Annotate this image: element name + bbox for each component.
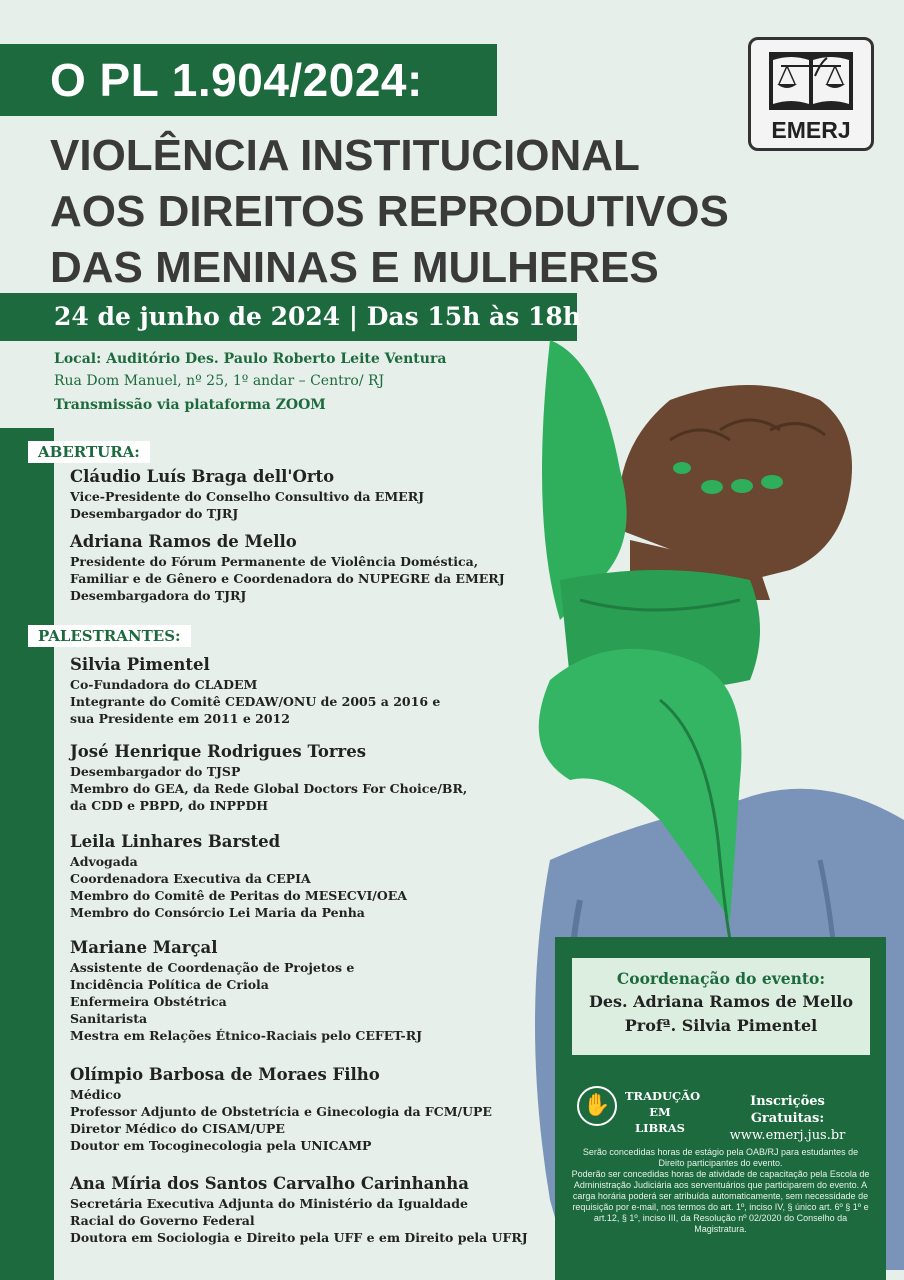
event-title: O PL 1.904/2024:: [0, 44, 497, 116]
speaker-role: Familiar e de Gênero e Coordenadora do NUPEGRE da EMERJ: [70, 571, 505, 586]
speaker-role: Integrante do Comitê CEDAW/ONU de 2005 a 2016 e: [70, 694, 441, 709]
speaker-role: Secretária Executiva Adjunta do Ministério da Igualdade: [70, 1196, 468, 1211]
speaker-abertura-1: [70, 466, 540, 522]
speaker-role: Médico: [70, 1087, 122, 1102]
logo-text: EMERJ: [771, 117, 851, 143]
section-abertura: ABERTURA:: [28, 441, 150, 463]
speaker-palestrante-1: [70, 654, 540, 727]
speaker-role: Mestra em Relações Étnico-Raciais pelo CEFET-RJ: [70, 1028, 423, 1043]
coordinator-name: Profª. Silvia Pimentel: [624, 1016, 818, 1035]
section-palestrantes: PALESTRANTES:: [28, 625, 191, 647]
libras-line: TRADUÇÃO: [625, 1089, 701, 1103]
speaker-abertura-2: [70, 531, 540, 604]
fine-print: [569, 1147, 872, 1235]
speaker-role: Sanitarista: [70, 1011, 148, 1026]
speaker-name: Silvia Pimentel: [70, 655, 210, 674]
speaker-name: Cláudio Luís Braga dell'Orto: [70, 467, 335, 486]
speaker-role: Co-Fundadora do CLADEM: [70, 677, 258, 692]
left-accent-bar: [0, 428, 54, 1280]
speaker-role: Desembargadora do TJRJ: [70, 588, 247, 603]
speaker-role: Enfermeira Obstétrica: [70, 994, 227, 1009]
speaker-name: Olímpio Barbosa de Moraes Filho: [70, 1065, 380, 1084]
speaker-role: Desembargador do TJRJ: [70, 506, 239, 521]
fine-print-paragraph: Serão concedidas horas de estágio pela OAB/RJ para estudantes de Direito participantes do evento.: [582, 1147, 859, 1168]
speaker-palestrante-3: [70, 831, 540, 921]
venue-info: [54, 348, 446, 416]
libras-label: [625, 1088, 701, 1136]
speaker-role: Advogada: [70, 854, 138, 869]
speaker-name: Adriana Ramos de Mello: [70, 532, 297, 551]
event-date: 24 de junho de 2024 | Das 15h às 18h: [0, 293, 577, 341]
speaker-role: Incidência Política de Criola: [70, 977, 269, 992]
speaker-palestrante-5: [70, 1064, 540, 1154]
speaker-palestrante-6: [70, 1173, 540, 1246]
speaker-name: Leila Linhares Barsted: [70, 832, 281, 851]
coordination-card: [572, 958, 870, 1055]
emerj-logo: [748, 37, 874, 151]
speaker-name: José Henrique Rodrigues Torres: [70, 742, 367, 761]
subtitle-line: VIOLÊNCIA INSTITUCIONAL: [50, 131, 640, 180]
venue-stream: Transmissão via plataforma ZOOM: [54, 397, 326, 413]
fine-print-paragraph: Poderão ser concedidas horas de atividade de capacitação pela Escola de Administração Judiciária aos serventuários que participarem do evento. A carga horária poderá ser atribuída automaticamente, sem necessidade de requisição por e-mail, nos termos do art. 1º, inciso IV, § único art. 6º § 1º e art.12, § 1º, inciso III, da Resolução nº 02/2020 do Conselho da Magistratura.: [571, 1169, 870, 1234]
speaker-role: Professor Adjunto de Obstetrícia e Ginecologia da FCM/UPE: [70, 1104, 492, 1119]
registration-title: Inscrições Gratuitas:: [750, 1094, 825, 1126]
speaker-role: Coordenadora Executiva da CEPIA: [70, 871, 311, 886]
subtitle-line: DAS MENINAS E MULHERES: [50, 243, 659, 292]
scales-book-icon: [765, 46, 857, 116]
speaker-role: Doutor em Tocoginecologia pela UNICAMP: [70, 1138, 372, 1153]
sign-language-icon: ✋: [577, 1086, 617, 1126]
registration-info: [715, 1093, 860, 1144]
speaker-role: Assistente de Coordenação de Projetos e: [70, 960, 355, 975]
venue-address: Rua Dom Manuel, nº 25, 1º andar – Centro/ RJ: [54, 373, 385, 389]
speaker-role: da CDD e PBPD, do INPPDH: [70, 798, 269, 813]
registration-link[interactable]: www.emerj.jus.br: [729, 1128, 846, 1143]
speaker-role: Membro do GEA, da Rede Global Doctors For Choice/BR,: [70, 781, 468, 796]
coordinator-name: Des. Adriana Ramos de Mello: [588, 992, 854, 1011]
speaker-role: sua Presidente em 2011 e 2012: [70, 711, 290, 726]
speaker-role: Diretor Médico do CISAM/UPE: [70, 1121, 285, 1136]
venue-local: Local: Auditório Des. Paulo Roberto Leite Ventura: [54, 351, 447, 367]
speaker-role: Doutora em Sociologia e Direito pela UFF e em Direito pela UFRJ: [70, 1230, 528, 1245]
coordination-title: Coordenação do evento:: [616, 969, 826, 988]
speaker-name: Ana Míria dos Santos Carvalho Carinhanha: [70, 1174, 469, 1193]
speaker-role: Vice-Presidente do Conselho Consultivo da EMERJ: [70, 489, 424, 504]
event-subtitle: [50, 128, 740, 296]
speaker-role: Racial do Governo Federal: [70, 1213, 255, 1228]
speaker-role: Desembargador do TJSP: [70, 764, 241, 779]
speaker-role: Presidente do Fórum Permanente de Violência Doméstica,: [70, 554, 479, 569]
coordination-panel: [555, 937, 886, 1280]
subtitle-line: AOS DIREITOS REPRODUTIVOS: [50, 187, 729, 236]
speaker-palestrante-4: [70, 937, 540, 1044]
speaker-role: Membro do Consórcio Lei Maria da Penha: [70, 905, 365, 920]
speaker-name: Mariane Marçal: [70, 938, 218, 957]
speaker-palestrante-2: [70, 741, 540, 814]
libras-line: EM LIBRAS: [635, 1105, 685, 1135]
libras-badge: [577, 1082, 707, 1135]
speaker-role: Membro do Comitê de Peritas do MESECVI/OEA: [70, 888, 407, 903]
